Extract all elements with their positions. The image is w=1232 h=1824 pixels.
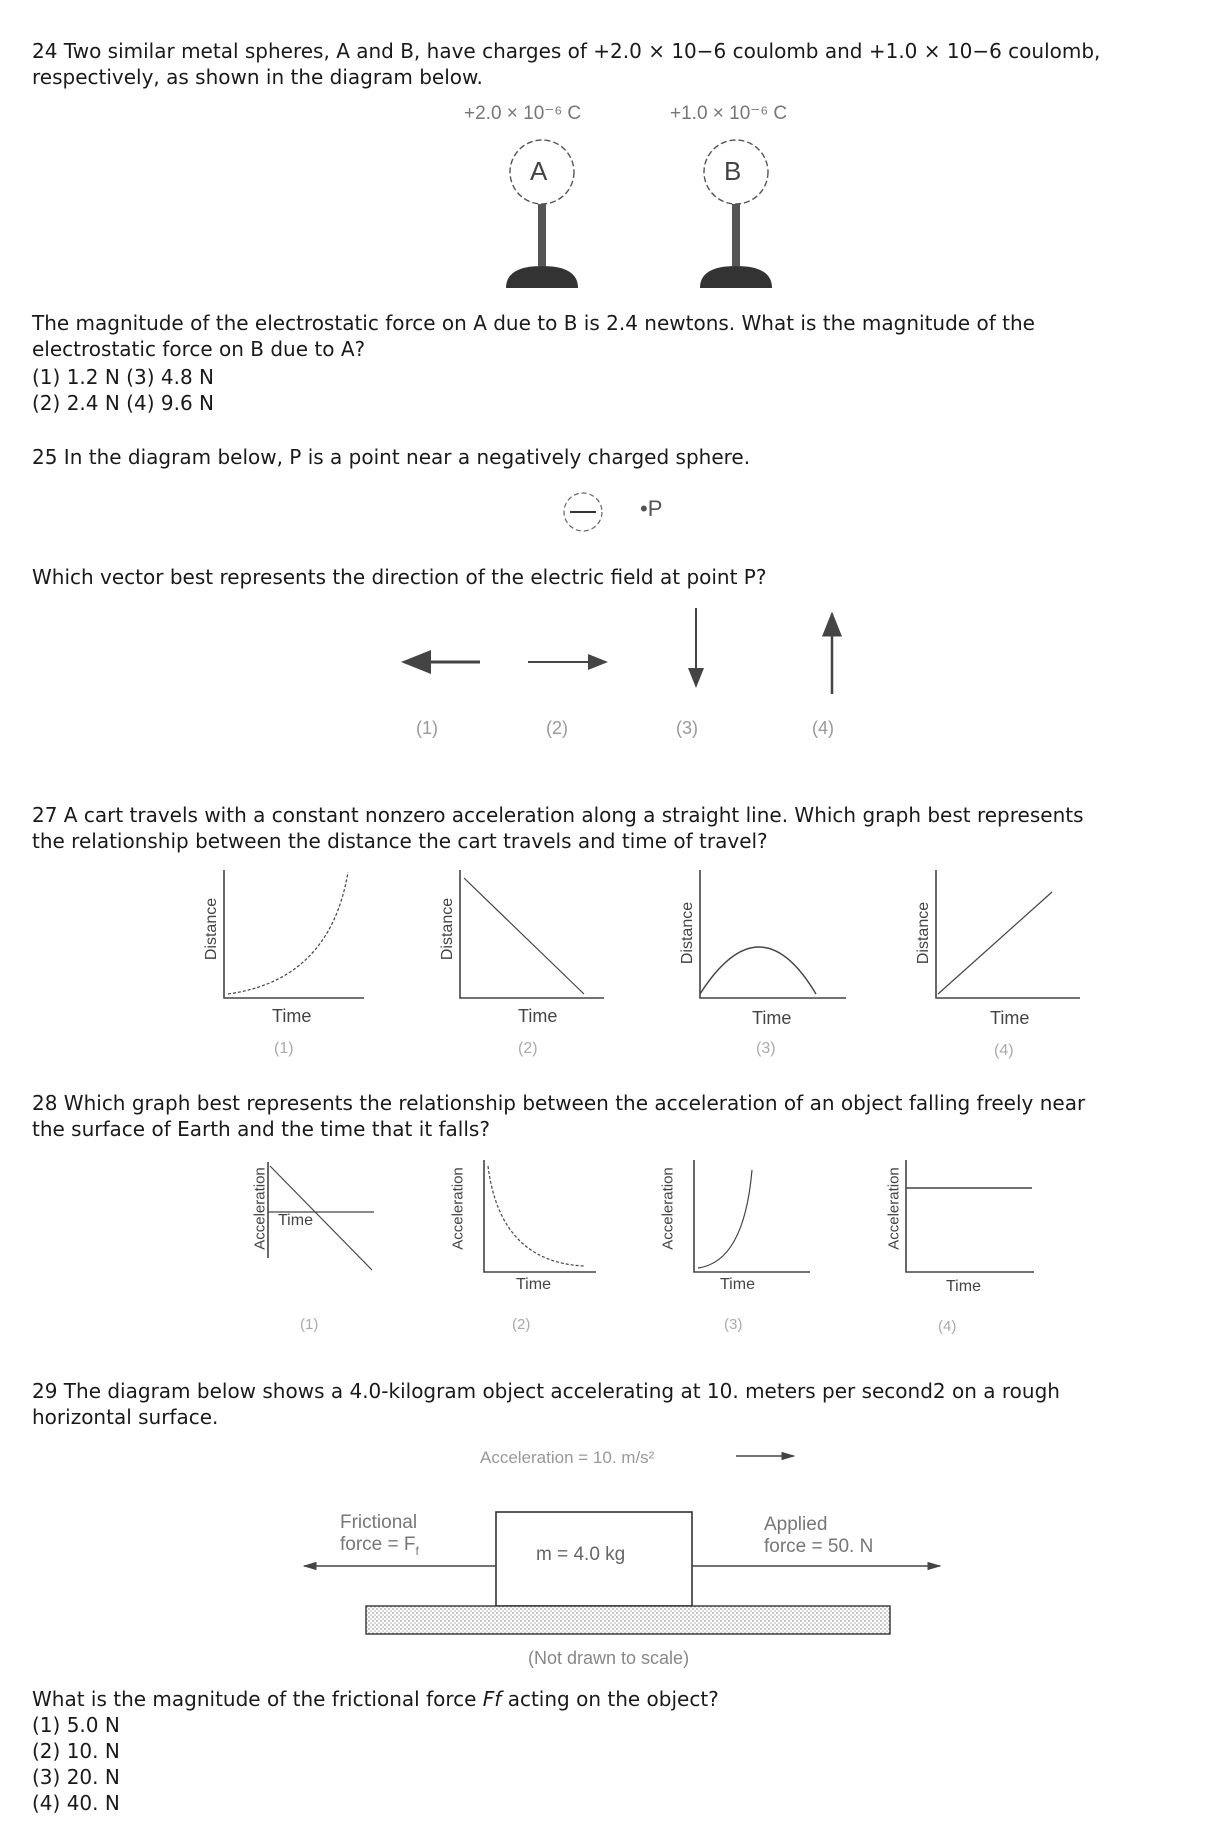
friction-label-line1: Frictional (340, 1512, 418, 1533)
q27-option-4[interactable]: (4) (994, 1042, 1014, 1059)
applied-label (764, 1514, 873, 1558)
charge-b-label: +1.0 × 10⁻⁶ C (670, 103, 788, 124)
q27-graph2-ylabel: Distance (439, 897, 456, 961)
q24-stem-line2: respectively, as shown in the diagram below. (32, 65, 483, 89)
charge-a-label: +2.0 × 10⁻⁶ C (464, 103, 582, 124)
q25-stem: 25 In the diagram below, P is a point near a negatively charged sphere. (32, 445, 751, 469)
q24-choices-line2: (2) 2.4 N (4) 9.6 N (32, 391, 214, 415)
q27-option-2[interactable]: (2) (518, 1040, 538, 1057)
q28-graph1-ylabel: Acceleration (251, 1167, 269, 1250)
q27-graph2-xlabel: Time (518, 1006, 558, 1026)
friction-label-text: force = F (340, 1534, 416, 1555)
q29-question-pre: What is the magnitude of the frictional force (32, 1687, 483, 1711)
q29-question (32, 1686, 719, 1712)
q24-stem-line1: 24 Two similar metal spheres, A and B, have charges of +2.0 × 10−6 coulomb and +1.0 × 10−6 coulomb, (32, 39, 1101, 63)
q24-choices-line1: (1) 1.2 N (3) 4.8 N (32, 365, 214, 389)
mass-label: m = 4.0 kg (536, 1544, 626, 1565)
q29-choice-4[interactable]: (4) 40. N (32, 1791, 120, 1815)
q28-graph1-xlabel: Time (278, 1212, 313, 1229)
acceleration-label: Acceleration = 10. m/s² (480, 1448, 655, 1467)
q27-option-1[interactable]: (1) (274, 1040, 294, 1057)
applied-label-line1: Applied (764, 1514, 828, 1535)
q25-option-1[interactable]: (1) (416, 718, 438, 738)
applied-label-line2: force = 50. N (764, 1536, 874, 1557)
q28-graph4-xlabel: Time (946, 1278, 981, 1295)
q28-stem-line2: the surface of Earth and the time that it falls? (32, 1117, 490, 1141)
sphere-a-letter: A (530, 156, 548, 186)
q27-option-3[interactable]: (3) (756, 1040, 776, 1057)
q27-stem-line1: 27 A cart travels with a constant nonzero acceleration along a straight line. Which graph best represents (32, 803, 1084, 827)
sphere-b-letter: B (724, 156, 742, 186)
q24-question-line1: The magnitude of the electrostatic force on A due to B is 2.4 newtons. What is the magnitude of the (32, 311, 1035, 335)
q27-graph3-xlabel: Time (752, 1008, 792, 1028)
q27-graph4-xlabel: Time (990, 1008, 1030, 1028)
point-p-label: •P (640, 496, 663, 521)
q28-option-2[interactable]: (2) (512, 1316, 531, 1333)
q29-question-var: Ff (482, 1687, 502, 1711)
q29-stem-line1: 29 The diagram below shows a 4.0-kilogram object accelerating at 10. meters per second2 on a rough (32, 1379, 1060, 1403)
q25-question: Which vector best represents the direction of the electric field at point P? (32, 565, 767, 589)
q24-question-line2: electrostatic force on B due to A? (32, 337, 366, 361)
q28-stem-line1: 28 Which graph best represents the relationship between the acceleration of an object falling freely near (32, 1091, 1086, 1115)
q28-option-3[interactable]: (3) (724, 1316, 743, 1333)
q28-graph3-ylabel: Acceleration (659, 1167, 677, 1250)
q29-question-post: acting on the object? (501, 1687, 719, 1711)
q27-graph4-ylabel: Distance (915, 901, 932, 965)
q28-option-4[interactable]: (4) (938, 1318, 957, 1335)
q28-option-1[interactable]: (1) (300, 1316, 319, 1333)
q28-graph2-xlabel: Time (516, 1276, 551, 1293)
not-to-scale-note: (Not drawn to scale) (528, 1648, 690, 1668)
friction-label-subscript: f (415, 1543, 419, 1558)
q27-graph1-ylabel: Distance (203, 897, 220, 961)
q25-option-4[interactable]: (4) (812, 718, 834, 738)
q29-choice-1[interactable]: (1) 5.0 N (32, 1713, 120, 1737)
q27-graph1-xlabel: Time (272, 1006, 312, 1026)
q29-choice-2[interactable]: (2) 10. N (32, 1739, 120, 1763)
friction-label (340, 1512, 419, 1562)
q29-stem-line2: horizontal surface. (32, 1405, 219, 1429)
rough-surface (366, 1606, 890, 1634)
q27-graph3-ylabel: Distance (679, 901, 696, 965)
friction-label-line2 (340, 1534, 419, 1562)
q27-stem-line2: the relationship between the distance the cart travels and time of travel? (32, 829, 768, 853)
q28-graph4-ylabel: Acceleration (885, 1167, 903, 1250)
q29-choice-3[interactable]: (3) 20. N (32, 1765, 120, 1789)
q28-graph2-ylabel: Acceleration (449, 1167, 467, 1250)
q25-option-2[interactable]: (2) (546, 718, 568, 738)
q25-option-3[interactable]: (3) (676, 718, 698, 738)
q28-graph3-xlabel: Time (720, 1276, 755, 1293)
